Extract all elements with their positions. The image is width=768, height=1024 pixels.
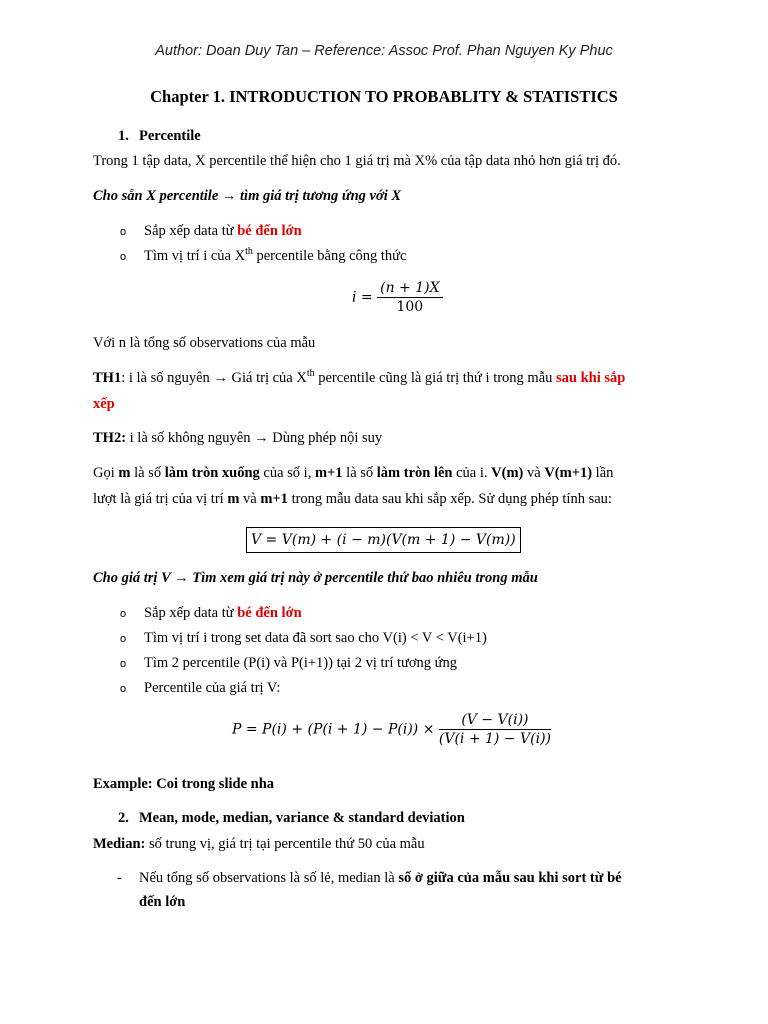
th1-text-a: : i là số nguyên → Giá trị của X [121,370,307,386]
formula-i [352,280,443,315]
formula-p-numerator: (V − V(i)) [439,712,551,730]
chapter-title: Chapter 1. INTRODUCTION TO PROBABLITY & STATISTICS [150,87,618,106]
n-note: Với n là tổng số observations của mẫu [93,335,316,351]
bullet-text-suffix: percentile bằng công thức [252,248,407,264]
bold-round-up: làm tròn lên [376,465,453,481]
text-run: Gọi [93,465,119,481]
highlight-small-to-large: bé đến lớn [237,223,302,239]
bold-vm: V(m) [491,465,524,481]
th2-line [93,429,382,447]
formula-i-fraction [377,280,442,315]
th1-highlight-cont: xếp [93,396,115,412]
case2-bullet-percentile-of-v: Percentile của giá trị V: [144,680,281,696]
text-run: lần [592,465,614,481]
interp-line1 [93,464,613,482]
text-run: lượt là giá trị của vị trí [93,491,228,507]
formula-p-denominator: (V(i + 1) − V(i)) [438,731,551,747]
bold-vm1: V(m+1) [544,465,593,481]
th1-label: TH1 [93,370,122,386]
text-run: Nếu tổng số observations là số lẻ, median là [139,870,399,886]
median-text: số trung vị, giá trị tại percentile thứ 50 của mẫu [145,836,425,852]
text-run: và [239,491,261,507]
bold-m1: m+1 [314,465,343,481]
median-odd-line2: đến lớn [139,894,186,910]
bold-middle-value: số ở giữa của mẫu sau khi sort từ bé [398,870,622,886]
case1-bullet-sort [144,222,302,240]
th1-text-b: percentile cũng là giá trị thứ i trong mẫu [314,370,557,386]
bullet-marker: o [120,658,127,670]
case2-bullet-find-i: Tìm vị trí i trong set data đã sort sao cho V(i) < V < V(i+1) [144,630,487,646]
text-run: là số [130,465,165,481]
dash-marker: - [117,870,122,886]
th2-text: i là số không nguyên → Dùng phép nội suy [126,430,383,446]
text-run: là số [342,465,377,481]
bullet-marker: o [120,633,127,645]
case1-bullet-position [144,247,406,265]
case2-bullet-sort [144,604,302,622]
median-definition [93,835,425,853]
bold-round-down: làm tròn xuống [164,465,260,481]
section2-heading: Mean, mode, median, variance & standard deviation [139,810,465,826]
bullet-text: Tìm vị trí i của X [144,248,246,264]
case1-heading: Cho sẵn X percentile → tìm giá trị tương ứng với X [93,188,402,204]
formula-i-numerator: (n + 1)X [377,280,442,298]
section2-number: 2. [118,810,129,826]
section1-number: 1. [118,128,129,144]
bold-m: m [227,491,240,507]
bold-m1: m+1 [260,491,288,507]
text-run: của số i, [259,465,315,481]
bullet-marker: o [120,251,127,263]
th1-line1 [93,369,625,387]
formula-i-lhs: i = [352,289,373,306]
text-run: và [523,465,545,481]
bullet-marker: o [120,608,127,620]
case2-heading: Cho giá trị V → Tìm xem giá trị này ở percentile thứ bao nhiêu trong mẫu [93,570,538,586]
section1-heading: Percentile [139,128,201,144]
superscript-th: th [245,246,253,258]
formula-p-lhs: P = P(i) + (P(i + 1) − P(i)) × [232,721,435,738]
bullet-text: Sắp xếp data từ [144,223,238,239]
superscript-th: th [306,368,315,380]
median-label: Median: [93,836,146,852]
formula-i-denominator: 100 [396,299,424,315]
median-odd-line1 [139,869,622,887]
highlight-small-to-large: bé đến lớn [237,605,302,621]
case2-bullet-two-percentiles: Tìm 2 percentile (P(i) và P(i+1)) tại 2 vị trí tương ứng [144,655,458,671]
bullet-marker: o [120,683,127,695]
example-note: Example: Coi trong slide nha [93,776,275,792]
bold-m: m [118,465,131,481]
formula-p [232,712,551,747]
text-run: của i. [452,465,492,481]
interp-line2 [93,490,612,508]
formula-v-box: V = V(m) + (i − m)(V(m + 1) − V(m)) [246,527,521,553]
th1-highlight: sau khi sắp [556,370,626,386]
bullet-marker: o [120,226,127,238]
page-header: Author: Doan Duy Tan – Reference: Assoc Prof. Phan Nguyen Ky Phuc [155,43,613,59]
percentile-intro: Trong 1 tập data, X percentile thể hiện cho 1 giá trị mà X% của tập data nhỏ hơn giá trị đó. [93,153,621,169]
th2-label: TH2: [93,430,127,446]
text-run: trong mẫu data sau khi sắp xếp. Sử dụng phép tính sau: [287,491,612,507]
bullet-text: Sắp xếp data từ [144,605,238,621]
formula-p-fraction [439,712,551,747]
